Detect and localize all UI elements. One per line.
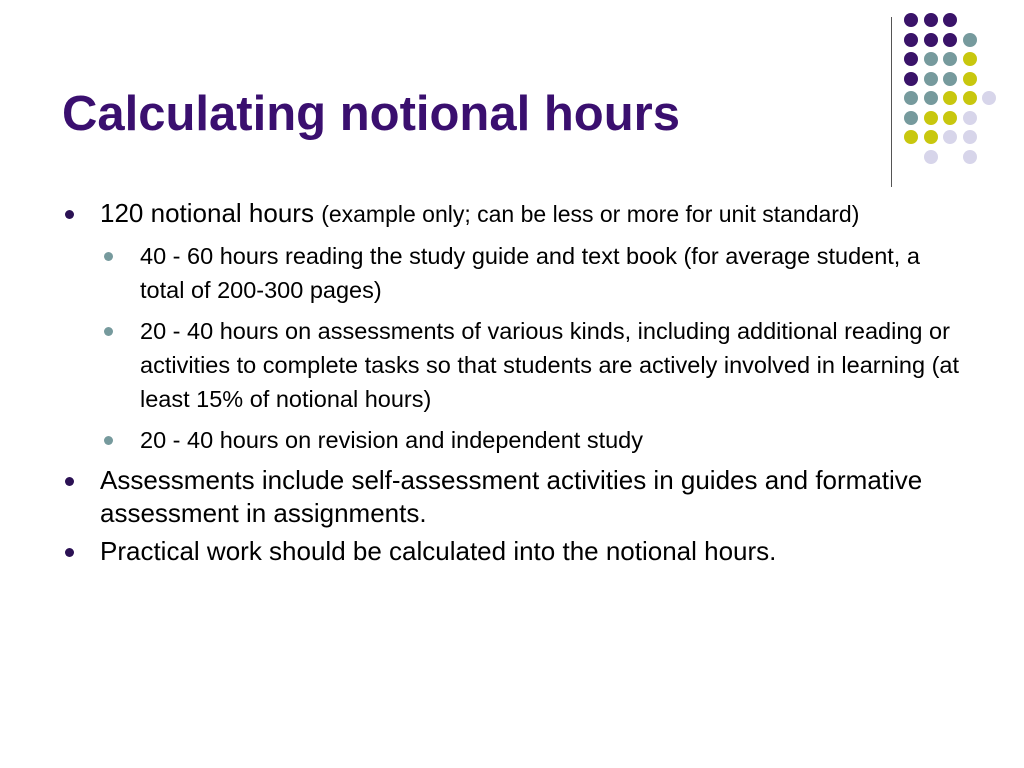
decorative-dot	[982, 91, 996, 105]
decorative-dot	[943, 130, 957, 144]
decorative-dot	[924, 72, 938, 86]
decorative-dot	[943, 33, 957, 47]
sub-bullet-revision: 20 - 40 hours on revision and independent study	[100, 423, 962, 457]
decorative-dot	[904, 33, 918, 47]
decorative-dot	[924, 111, 938, 125]
decorative-dot	[943, 111, 957, 125]
decorative-dot	[924, 91, 938, 105]
bullet-notional-hours-note: (example only; can be less or more for unit standard)	[321, 201, 860, 227]
decorative-dot	[904, 13, 918, 27]
decorative-dot	[963, 52, 977, 66]
decorative-dot	[924, 33, 938, 47]
decorative-dot	[943, 91, 957, 105]
decorative-dot	[963, 33, 977, 47]
decorative-dot	[963, 130, 977, 144]
bullet-assessments: Assessments include self-assessment activities in guides and formative assessment in assignments.	[62, 464, 962, 530]
decorative-dot	[904, 52, 918, 66]
sub-bullet-list	[100, 239, 962, 457]
decorative-dot	[924, 130, 938, 144]
decorative-dot	[904, 130, 918, 144]
slide-body	[62, 197, 962, 573]
decorative-dot	[943, 72, 957, 86]
decorative-dot	[924, 13, 938, 27]
decorative-dot-grid	[904, 13, 1004, 165]
slide-title: Calculating notional hours	[62, 87, 680, 141]
bullet-practical-work: Practical work should be calculated into the notional hours.	[62, 535, 962, 568]
bullet-list	[62, 197, 962, 568]
decorative-dot	[963, 150, 977, 164]
decorative-dot	[943, 52, 957, 66]
bullet-notional-hours	[62, 197, 962, 457]
decorative-dot	[963, 91, 977, 105]
decorative-dot	[924, 150, 938, 164]
bullet-notional-hours-text: 120 notional hours	[100, 198, 314, 228]
decorative-dot	[904, 111, 918, 125]
decorative-dot	[963, 111, 977, 125]
title-divider-line	[891, 17, 892, 187]
decorative-dot	[943, 13, 957, 27]
decorative-dot	[924, 52, 938, 66]
decorative-dot	[963, 72, 977, 86]
decorative-dot	[904, 72, 918, 86]
sub-bullet-reading: 40 - 60 hours reading the study guide and text book (for average student, a total of 200-300 pages)	[100, 239, 962, 307]
sub-bullet-assessments: 20 - 40 hours on assessments of various kinds, including additional reading or activities to complete tasks so that students are actively involved in learning (at least 15% of notional hours)	[100, 314, 962, 416]
decorative-dot	[904, 91, 918, 105]
